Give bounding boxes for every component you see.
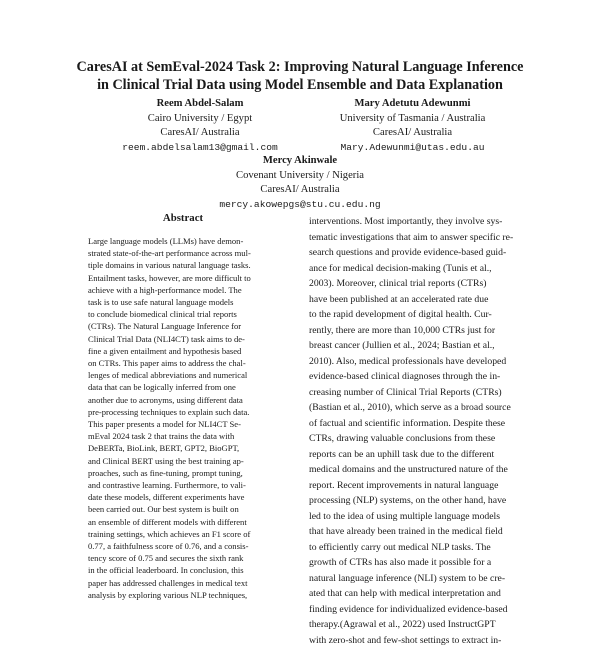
text-line: task is to use safe natural language models: [88, 296, 278, 308]
text-line: to efficiently carry out medical NLP tasks. The: [309, 540, 528, 556]
text-line: mEval 2024 task 2 that trains the data with: [88, 430, 278, 442]
text-line: to the rapid development of digital health. Cur-: [309, 307, 528, 323]
text-line: date these models, different experiments have: [88, 491, 278, 503]
text-line: led to the idea of using multiple language models: [309, 509, 528, 525]
author-affiliation: University of Tasmania / Australia: [300, 112, 525, 127]
text-line: that have already been trained in the medical field: [309, 524, 528, 540]
right-column-body: [309, 214, 528, 648]
text-line: of factual and scientific information. Despite these: [309, 416, 528, 432]
text-line: creasing number of Clinical Trial Reports (CTRs): [309, 385, 528, 401]
text-line: tency score of 0.75 and secures the sixth rank: [88, 552, 278, 564]
text-line: processing (NLP) systems, on the other hand, have: [309, 493, 528, 509]
text-line: ance for medical decision-making (Tunis et al.,: [309, 261, 528, 277]
author-org: CaresAI/ Australia: [105, 126, 295, 141]
abstract-body: [88, 235, 278, 601]
text-line: lenges of medical abbreviations and numerical: [88, 369, 278, 381]
text-line: interventions. Most importantly, they involve sys-: [309, 214, 528, 230]
text-line: Entailment tasks, however, are more difficult to: [88, 272, 278, 284]
text-line: training settings, which achieves an F1 score of: [88, 528, 278, 540]
text-line: medical domains and the unstructured nature of the: [309, 462, 528, 478]
abstract-heading: Abstract: [88, 212, 278, 224]
text-line: 2010). Also, medical professionals have developed: [309, 354, 528, 370]
text-line: CTRs, drawing valuable conclusions from these: [309, 431, 528, 447]
text-line: paper has addressed challenges in medical text: [88, 577, 278, 589]
text-line: breast cancer (Jullien et al., 2024; Bastian et al.,: [309, 338, 528, 354]
text-line: analysis by exploring various NLP techniques,: [88, 589, 278, 601]
author-org: CaresAI/ Australia: [205, 183, 395, 198]
text-line: rently, there are more than 10,000 CTRs just for: [309, 323, 528, 339]
text-line: natural language inference (NLI) system to be cre-: [309, 571, 528, 587]
author-email: reem.abdelsalam13@gmail.com: [105, 141, 295, 156]
text-line: in the official leaderboard. In conclusion, this: [88, 564, 278, 576]
author-email: mercy.akowepgs@stu.cu.edu.ng: [205, 198, 395, 213]
text-line: have been published at an accelerated rate due: [309, 292, 528, 308]
text-line: to conclude biomedical clinical trial reports: [88, 308, 278, 320]
title-line-2: in Clinical Trial Data using Model Ensemble and Data Explanation: [40, 76, 560, 94]
text-line: growth of CTRs has also made it possible for a: [309, 555, 528, 571]
text-line: tiple domains in various natural language tasks.: [88, 259, 278, 271]
text-line: another due to acronyms, using different data: [88, 394, 278, 406]
text-line: an ensemble of different models with different: [88, 516, 278, 528]
text-line: achieve with a high-performance model. The: [88, 284, 278, 296]
text-line: This paper presents a model for NLI4CT Se-: [88, 418, 278, 430]
text-line: therapy.(Agrawal et al., 2022) used InstructGPT: [309, 617, 528, 633]
author-name: Reem Abdel-Salam: [105, 97, 295, 112]
text-line: fine a given entailment and hypothesis based: [88, 345, 278, 357]
text-line: 0.77, a faithfulness score of 0.76, and a consis-: [88, 540, 278, 552]
text-line: with zero-shot and few-shot settings to extract in-: [309, 633, 528, 648]
text-line: and Clinical BERT using the best training ap-: [88, 455, 278, 467]
text-line: been carried out. Our best system is built on: [88, 503, 278, 515]
author-org: CaresAI/ Australia: [300, 126, 525, 141]
author-affiliation: Cairo University / Egypt: [105, 112, 295, 127]
text-line: Large language models (LLMs) have demon-: [88, 235, 278, 247]
text-line: tematic investigations that aim to answer specific re-: [309, 230, 528, 246]
text-line: and contrastive learning. Furthermore, to vali-: [88, 479, 278, 491]
text-line: 2003). Moreover, clinical trial reports (CTRs): [309, 276, 528, 292]
text-line: report. Recent improvements in natural language: [309, 478, 528, 494]
text-line: proaches, such as fine-tuning, prompt tuning,: [88, 467, 278, 479]
author-block-2: [300, 97, 525, 155]
text-line: reports can be an uphill task due to the different: [309, 447, 528, 463]
text-line: strated state-of-the-art performance across mul-: [88, 247, 278, 259]
text-line: evidence-based clinical diagnoses through the in-: [309, 369, 528, 385]
author-name: Mary Adetutu Adewunmi: [300, 97, 525, 112]
title-line-1: CaresAI at SemEval-2024 Task 2: Improving Natural Language Inference: [40, 58, 560, 76]
author-affiliation: Covenant University / Nigeria: [205, 169, 395, 184]
text-line: (CTRs). The Natural Language Inference for: [88, 320, 278, 332]
text-line: (Bastian et al., 2010), which serve as a broad source: [309, 400, 528, 416]
author-email: Mary.Adewunmi@utas.edu.au: [300, 141, 525, 156]
text-line: Clinical Trial Data (NLI4CT) task aims to de-: [88, 333, 278, 345]
text-line: pre-processing techniques to explain such data.: [88, 406, 278, 418]
text-line: DeBERTa, BioLink, BERT, GPT2, BioGPT,: [88, 442, 278, 454]
author-block-1: [105, 97, 295, 155]
text-line: finding evidence for individualized evidence-based: [309, 602, 528, 618]
author-block-3: [205, 154, 395, 212]
author-name: Mercy Akinwale: [205, 154, 395, 169]
text-line: search questions and provide evidence-based guid-: [309, 245, 528, 261]
paper-title: [40, 58, 560, 94]
text-line: ated that can help with medical interpretation and: [309, 586, 528, 602]
text-line: data that can be logically inferred from one: [88, 381, 278, 393]
text-line: on CTRs. This paper aims to address the chal-: [88, 357, 278, 369]
